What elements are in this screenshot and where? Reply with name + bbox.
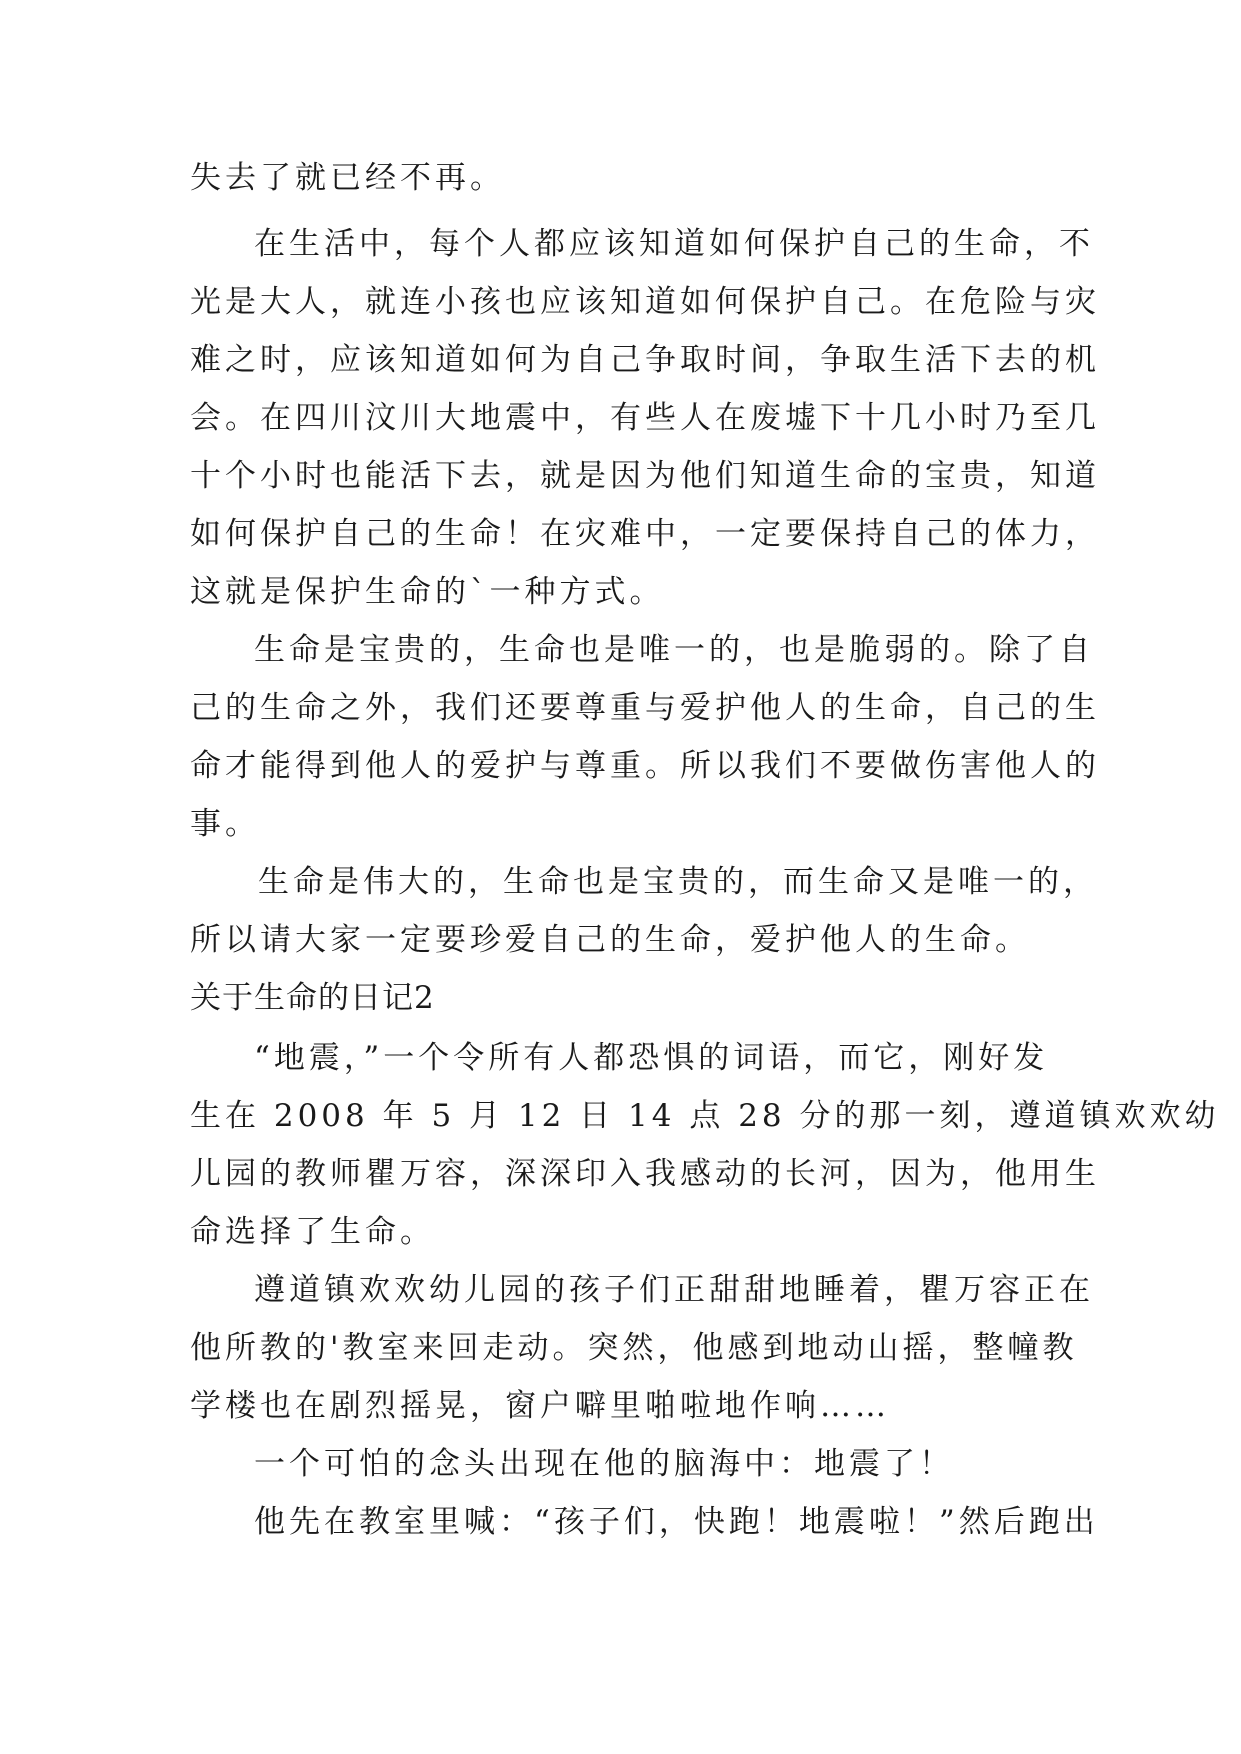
text-line: 难之时，应该知道如何为自己争取时间，争取生活下去的机	[190, 342, 1100, 378]
text-line: 命才能得到他人的爱护与尊重。所以我们不要做伤害他人的	[190, 748, 1100, 784]
text-line: 命选择了生命。	[190, 1214, 435, 1250]
text-line: 学楼也在剧烈摇晃，窗户噼里啪啦地作响……	[190, 1388, 890, 1424]
text-line: 光是大人，就连小孩也应该知道如何保护自己。在危险与灾	[190, 284, 1100, 320]
text-line: 如何保护自己的生命！在灾难中，一定要保持自己的体力，	[190, 516, 1100, 552]
text-line: 失去了就已经不再。	[190, 160, 505, 196]
paragraph-first-line: 生命是宝贵的，生命也是唯一的，也是脆弱的。除了自	[254, 632, 1094, 668]
text-line: 会。在四川汶川大地震中，有些人在废墟下十几小时乃至几	[190, 400, 1100, 436]
text-line: 他所教的'教室来回走动。突然，他感到地动山摇，整幢教	[190, 1330, 1078, 1366]
text-line: 己的生命之外，我们还要尊重与爱护他人的生命，自己的生	[190, 690, 1100, 726]
text-line: 十个小时也能活下去，就是因为他们知道生命的宝贵，知道	[190, 458, 1100, 494]
paragraph-first-line: “地震，”一个令所有人都恐惧的词语，而它，刚好发	[254, 1040, 1049, 1076]
paragraph-first-line: 他先在教室里喊：“孩子们，快跑！地震啦！”然后跑出	[254, 1504, 1099, 1540]
paragraph-first-line: 在生活中，每个人都应该知道如何保护自己的生命，不	[254, 226, 1094, 262]
text-line: 生在 2008 年 5 月 12 日 14 点 28 分的那一刻，遵道镇欢欢幼	[190, 1098, 1220, 1134]
section-title: 关于生命的日记2	[190, 980, 435, 1016]
text-line: 这就是保护生命的`一种方式。	[190, 574, 665, 610]
text-line: 儿园的教师瞿万容，深深印入我感动的长河，因为，他用生	[190, 1156, 1100, 1192]
text-line: 事。	[190, 806, 260, 842]
paragraph-first-line: 一个可怕的念头出现在他的脑海中：地震了！	[254, 1446, 954, 1482]
paragraph-first-line: 遵道镇欢欢幼儿园的孩子们正甜甜地睡着，瞿万容正在	[254, 1272, 1094, 1308]
paragraph-first-line: 生命是伟大的，生命也是宝贵的，而生命又是唯一的，	[258, 864, 1098, 900]
text-line: 所以请大家一定要珍爱自己的生命，爱护他人的生命。	[190, 922, 1030, 958]
